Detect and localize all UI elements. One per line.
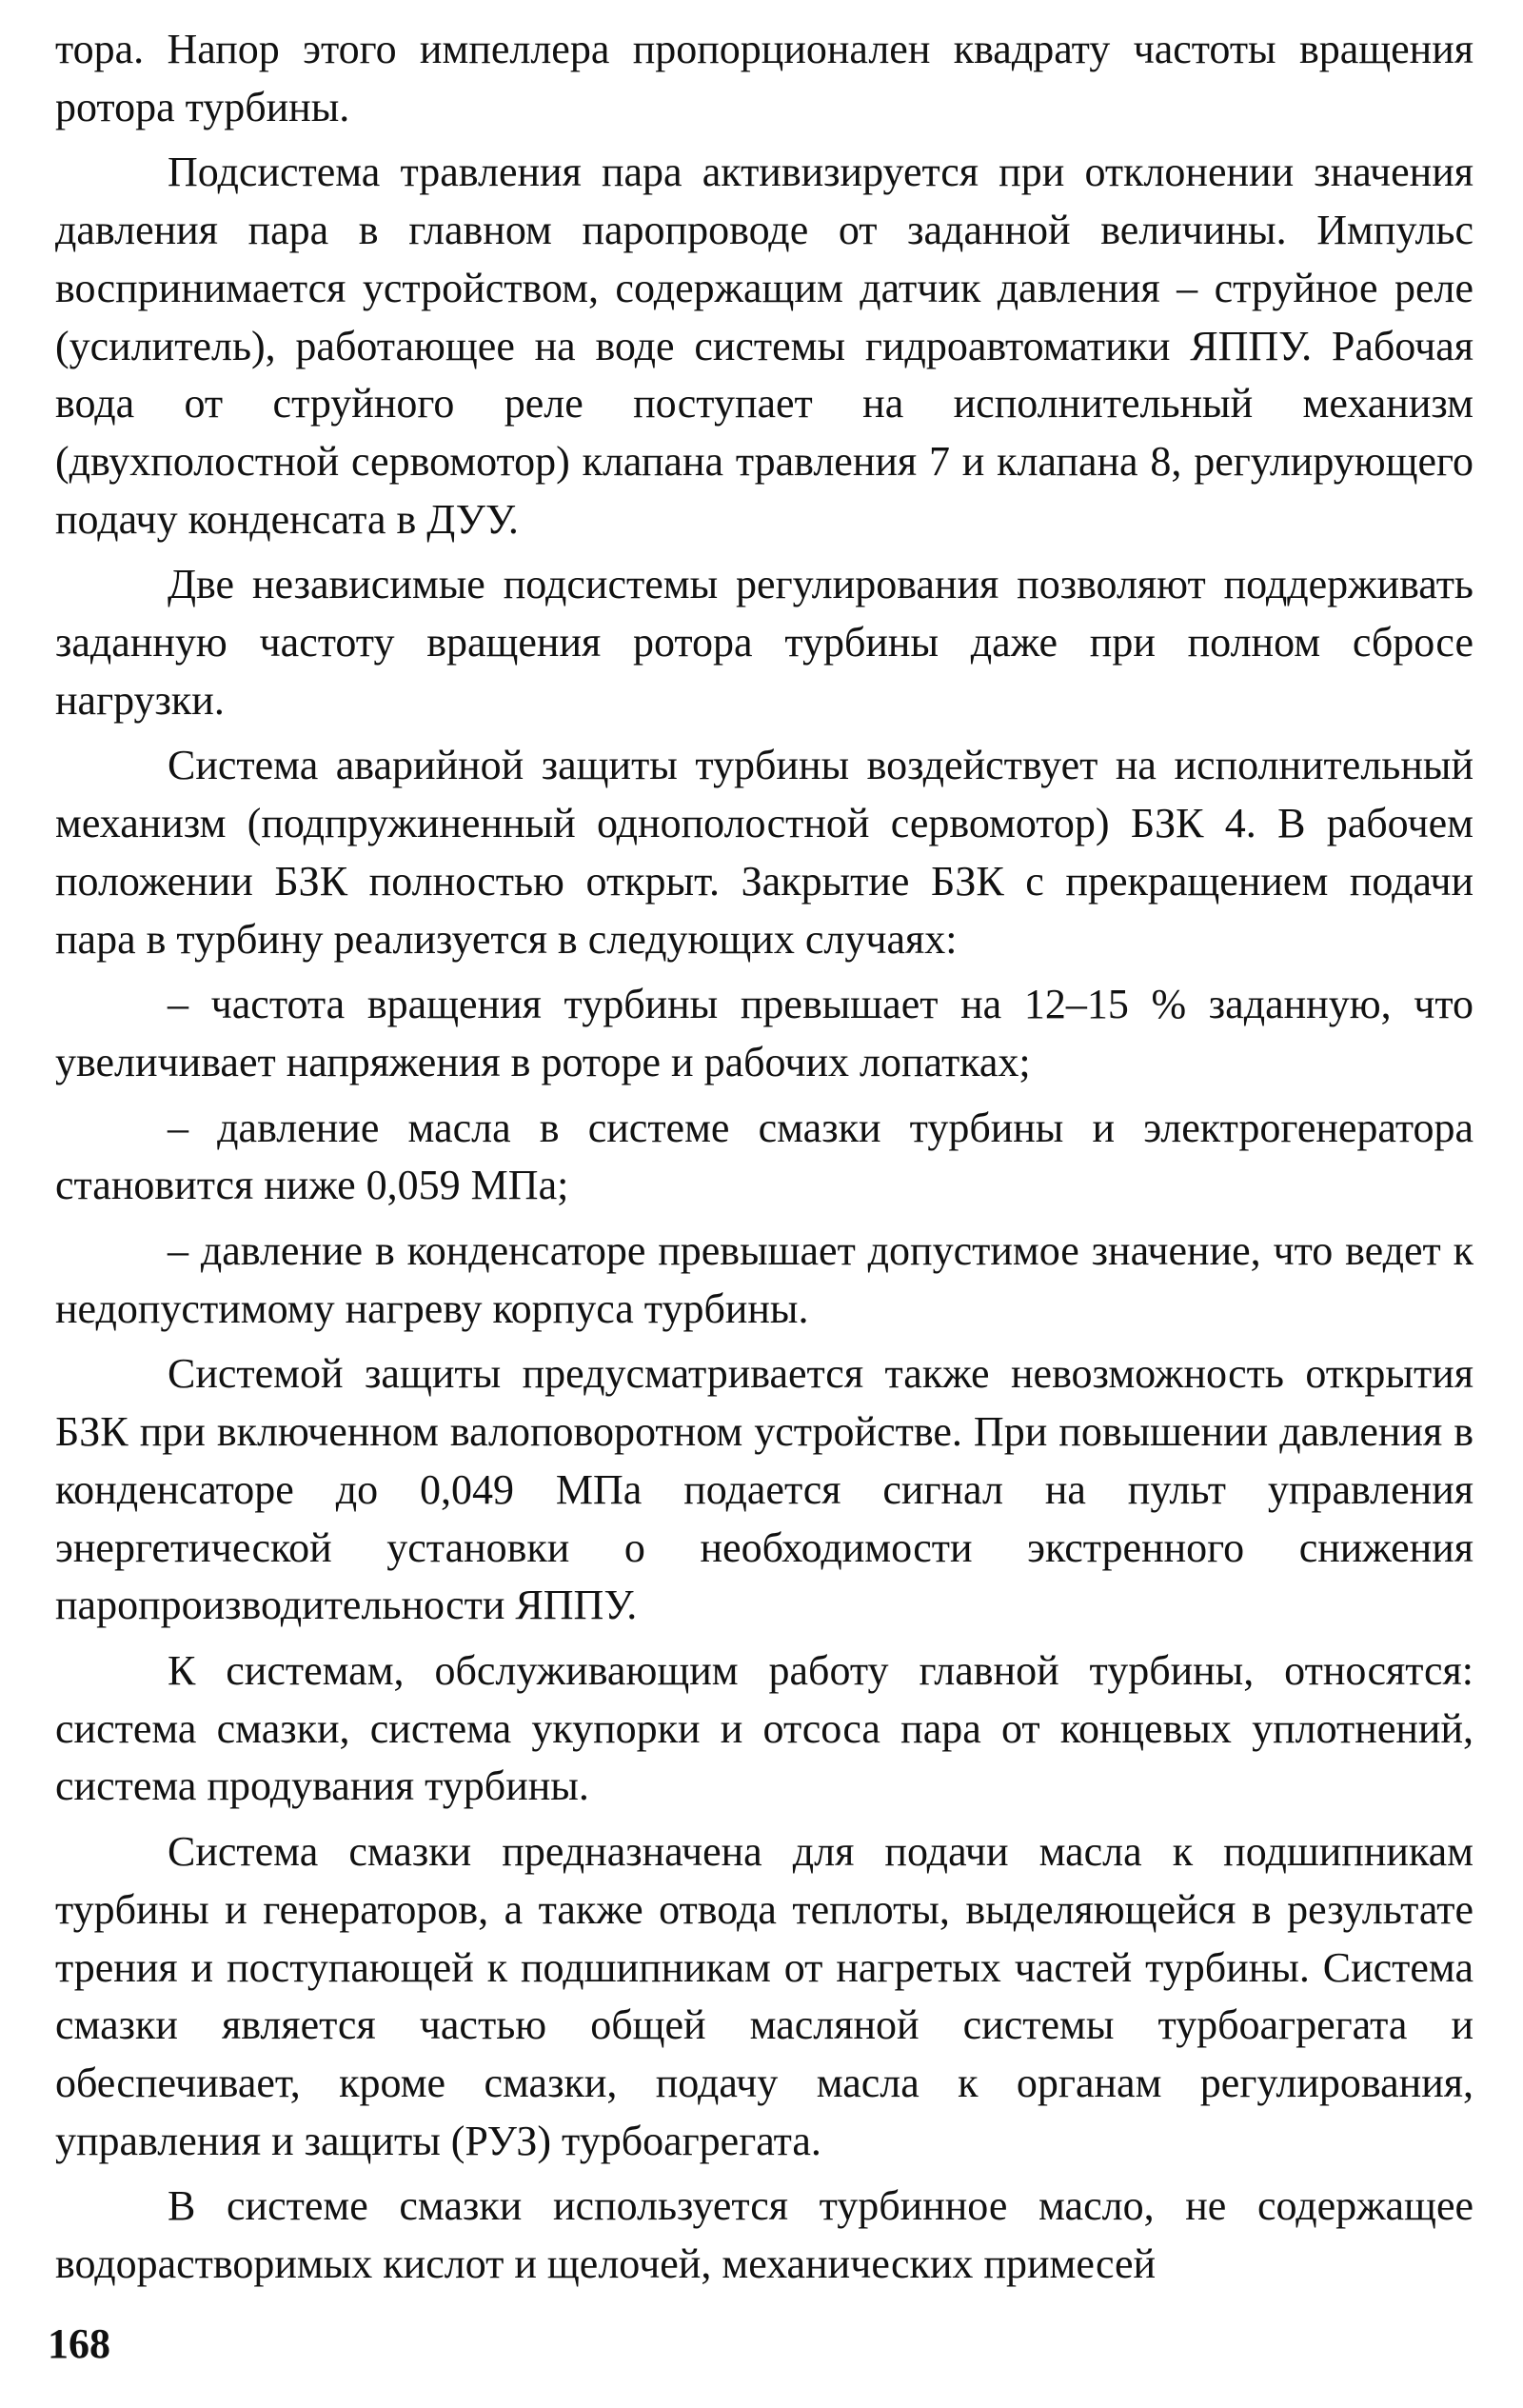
page-text [55,21,1474,2294]
list-item-3: – давление в конденсаторе превышает допустимое значение, что ведет к недопустимому нагреву корпуса турбины. [55,1227,1474,1332]
paragraph-6: К системам, обслуживающим работу главной турбины, относятся: система смазки, система укупорки и отсоса пара от концевых уплотнений, система продувания турбины. [55,1646,1474,1810]
paragraph-2: Подсистема травления пара активизируется при отклонении значения давления пара в главном паропроводе от заданной величины. Импульс воспринимается устройством, содержащим датчик давления – струйное реле (усилитель), работающее на воде системы гидроавтоматики ЯППУ. Рабочая вода от струйного реле поступает на исполнительный механизм (двухполостной сервомотор) клапана травления 7 и клапана 8, регулирующего подачу конденсата в ДУУ. [55,149,1474,543]
paragraph-8: В системе смазки используется турбинное масло, не содержащее водорастворимых кислот и щелочей, механических примесей [55,2182,1474,2288]
paragraph-4: Система аварийной защиты турбины воздействует на исполнительный механизм (подпружиненный однополостной сервомотор) БЗК 4. В рабочем положении БЗК полностью открыт. Закрытие БЗК с прекращением подачи пара в турбину реализуется в следующих случаях: [55,742,1474,963]
paragraph-7: Система смазки предназначена для подачи масла к подшипникам турбины и генераторов, а также отвода теплоты, выделяющейся в результате трения и поступающей к подшипникам от нагретых частей турбины. Система смазки является частью общей масляной системы турбоагрегата и обеспечивает, кроме смазки, подачу масла к органам регулирования, управления и защиты (РУЗ) турбоагрегата. [55,1828,1474,2164]
list-item-2: – давление масла в системе смазки турбины и электрогенератора становится ниже 0,059 МПа; [55,1104,1474,1209]
paragraph-5: Системой защиты предусматривается также невозможность открытия БЗК при включенном валоповоротном устройстве. При повышении давления в конденсаторе до 0,049 МПа подается сигнал на пульт управления энергетической установки о необходимости экстренного снижения паропроизводительности ЯППУ. [55,1350,1474,1629]
paragraph-1: тора. Напор этого импеллера пропорционален квадрату частоты вращения ротора турбины. [55,26,1474,130]
list-item-1: – частота вращения турбины превышает на 12–15 % заданную, что увеличивает напряжения в роторе и рабочих лопатках; [55,981,1474,1085]
page-number: 168 [48,2320,110,2367]
paragraph-3: Две независимые подсистемы регулирования позволяют поддерживать заданную частоту вращения ротора турбины даже при полном сбросе нагрузки. [55,561,1474,724]
